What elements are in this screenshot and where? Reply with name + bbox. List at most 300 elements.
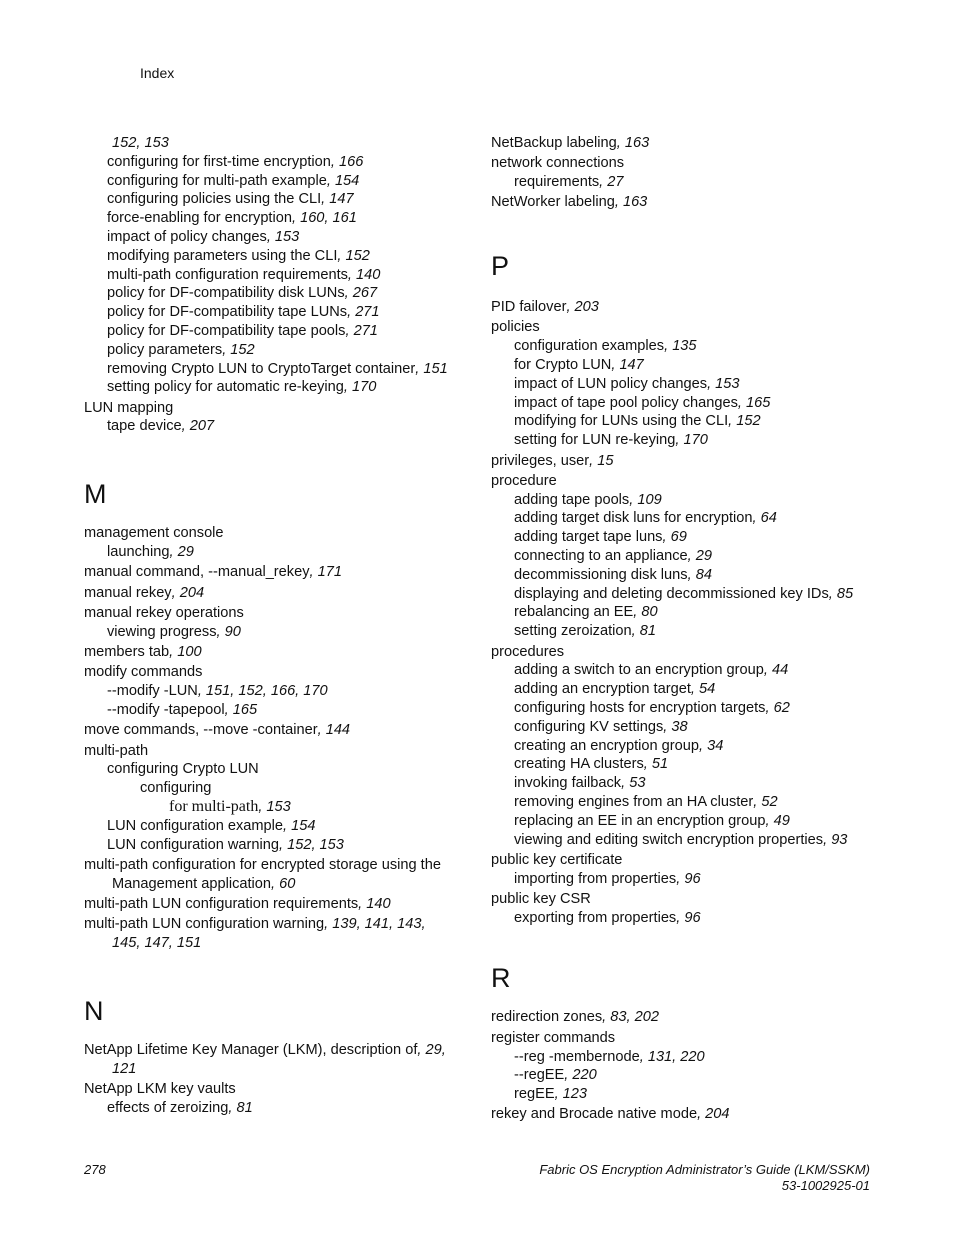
index-separator: , bbox=[828, 585, 837, 602]
index-separator: , bbox=[181, 418, 190, 435]
index-entry bbox=[491, 1085, 891, 1104]
index-term: manual command, --manual_rekey bbox=[84, 564, 310, 581]
index-term: NetApp Lifetime Key Manager (LKM), description of bbox=[84, 1041, 418, 1058]
index-separator: , bbox=[599, 174, 608, 191]
index-term: LUN mapping bbox=[84, 399, 174, 416]
index-term: creating an encryption group bbox=[514, 737, 699, 754]
index-separator: , bbox=[639, 1048, 648, 1065]
index-entry bbox=[84, 1099, 464, 1118]
index-separator: , bbox=[564, 1067, 573, 1084]
index-entry bbox=[84, 247, 464, 266]
index-entry bbox=[491, 375, 891, 394]
index-entry bbox=[84, 643, 464, 662]
index-page-ref[interactable]: 165 bbox=[746, 394, 771, 411]
index-term: adding target disk luns for encryption bbox=[514, 510, 753, 527]
index-entry bbox=[491, 793, 891, 812]
index-entry bbox=[491, 337, 891, 356]
index-term: modifying parameters using the CLI bbox=[107, 247, 338, 264]
index-entry bbox=[84, 563, 464, 582]
index-page-ref[interactable]: 170 bbox=[683, 432, 708, 449]
index-entry bbox=[84, 303, 464, 322]
index-entry bbox=[84, 836, 464, 855]
index-page-ref[interactable]: 51 bbox=[651, 756, 669, 773]
index-term: requirements bbox=[514, 174, 600, 191]
index-term: move commands, --move -container bbox=[84, 722, 318, 739]
index-page-ref[interactable]: 204 bbox=[179, 584, 205, 601]
index-term: multi-path bbox=[84, 742, 149, 759]
index-entry bbox=[84, 1080, 464, 1099]
index-page-ref[interactable]: 83, 202 bbox=[610, 1009, 659, 1026]
index-separator: , bbox=[224, 701, 233, 718]
index-page-ref[interactable]: 54 bbox=[698, 681, 716, 698]
index-entry bbox=[491, 1066, 891, 1085]
index-term: configuring KV settings bbox=[514, 718, 664, 735]
index-separator: , bbox=[317, 722, 326, 739]
index-entry bbox=[491, 890, 891, 909]
index-term: multi-path LUN configuration requirements bbox=[84, 895, 359, 912]
index-page-ref[interactable]: 62 bbox=[773, 699, 790, 716]
index-term: creating HA clusters bbox=[514, 756, 644, 773]
index-term: adding a switch to an encryption group bbox=[514, 662, 764, 679]
index-entry bbox=[84, 856, 464, 875]
index-page-ref[interactable]: 81 bbox=[236, 1099, 253, 1116]
index-entry bbox=[491, 154, 891, 173]
index-list-r bbox=[491, 1008, 891, 1124]
index-entry bbox=[84, 875, 464, 894]
index-entry bbox=[84, 543, 464, 562]
index-term: decommissioning disk luns bbox=[514, 566, 688, 583]
index-term: policy for DF-compatibility tape pools bbox=[107, 322, 346, 339]
index-term: launching bbox=[107, 544, 170, 561]
index-separator: , bbox=[324, 916, 333, 933]
index-term: management console bbox=[84, 525, 224, 542]
index-separator: , bbox=[728, 413, 737, 430]
index-entry bbox=[491, 412, 891, 431]
index-page-ref[interactable]: 163 bbox=[624, 135, 650, 151]
index-entry bbox=[84, 378, 464, 397]
index-separator: , bbox=[633, 604, 642, 621]
index-term: public key CSR bbox=[491, 890, 591, 907]
index-separator: , bbox=[258, 798, 267, 815]
index-page-ref[interactable]: 160, 161 bbox=[300, 210, 357, 227]
index-page-ref[interactable]: 93 bbox=[831, 831, 848, 848]
index-separator: , bbox=[347, 266, 357, 283]
index-entry bbox=[491, 547, 891, 566]
index-page-ref[interactable]: 267 bbox=[352, 285, 378, 302]
index-term: configuring bbox=[140, 780, 212, 797]
index-term: Management application bbox=[112, 875, 272, 892]
index-entry bbox=[491, 1029, 891, 1048]
index-entry bbox=[491, 472, 891, 491]
index-entry bbox=[84, 134, 464, 153]
index-page-ref[interactable]: 96 bbox=[684, 909, 701, 926]
index-separator: , bbox=[616, 135, 625, 151]
index-term: redirection zones bbox=[491, 1009, 603, 1026]
index-separator: , bbox=[358, 895, 367, 912]
index-entry bbox=[84, 817, 464, 836]
index-term: manual rekey bbox=[84, 584, 172, 601]
index-page-ref[interactable]: 145, 147, 151 bbox=[112, 934, 202, 951]
letter-heading-p: P bbox=[491, 251, 510, 282]
index-entry bbox=[84, 934, 464, 953]
index-separator: , bbox=[566, 299, 575, 316]
index-separator: , bbox=[687, 566, 696, 583]
index-separator: , bbox=[662, 529, 671, 546]
index-entry bbox=[491, 431, 891, 450]
index-entry bbox=[491, 909, 891, 928]
index-separator: , bbox=[343, 379, 352, 396]
index-page-ref[interactable]: 27 bbox=[607, 174, 624, 191]
index-separator: , bbox=[278, 836, 288, 853]
index-entry bbox=[84, 360, 464, 379]
index-term: setting policy for automatic re-keying bbox=[107, 379, 344, 396]
index-entry bbox=[491, 193, 891, 212]
index-entry bbox=[491, 774, 891, 793]
index-entry bbox=[84, 663, 464, 682]
index-entry bbox=[84, 1041, 464, 1060]
index-page-ref[interactable]: 29, bbox=[425, 1041, 446, 1058]
index-term: configuring policies using the CLI bbox=[107, 191, 322, 208]
index-entry bbox=[84, 798, 464, 817]
index-entry bbox=[491, 173, 891, 192]
index-term: NetWorker labeling bbox=[491, 194, 615, 211]
index-separator: , bbox=[664, 338, 673, 355]
index-separator: , bbox=[222, 341, 231, 358]
index-separator: , bbox=[823, 831, 832, 848]
index-separator: , bbox=[309, 564, 318, 581]
index-term: for multi-path bbox=[169, 797, 259, 815]
index-term: modifying for LUNs using the CLI bbox=[514, 413, 729, 430]
index-term: rebalancing an EE bbox=[514, 604, 634, 621]
index-term: replacing an EE in an encryption group bbox=[514, 812, 766, 829]
index-term: adding target tape luns bbox=[514, 529, 663, 546]
index-page-ref[interactable]: 220 bbox=[572, 1067, 597, 1084]
index-entry bbox=[491, 1048, 891, 1067]
index-entry bbox=[84, 209, 464, 228]
index-term: LUN configuration example bbox=[107, 817, 284, 834]
index-entry bbox=[84, 742, 464, 761]
index-page-ref[interactable]: 53 bbox=[629, 775, 646, 792]
index-term: manual rekey operations bbox=[84, 604, 244, 621]
index-term: setting for LUN re-keying bbox=[514, 432, 676, 449]
index-list-p bbox=[491, 298, 891, 927]
index-page-ref[interactable]: 154 bbox=[334, 172, 360, 189]
index-entry bbox=[491, 1008, 891, 1027]
letter-heading-m: M bbox=[84, 479, 107, 510]
index-entry bbox=[491, 851, 891, 870]
index-separator: , bbox=[765, 812, 774, 829]
index-entry bbox=[491, 737, 891, 756]
index-separator: , bbox=[417, 1041, 426, 1058]
index-entry bbox=[491, 680, 891, 699]
index-separator: , bbox=[228, 1099, 237, 1116]
index-term: policies bbox=[491, 319, 540, 336]
letter-heading-n: N bbox=[84, 995, 104, 1026]
index-separator: , bbox=[621, 775, 630, 792]
index-page-ref[interactable]: 135 bbox=[672, 338, 697, 355]
index-separator: , bbox=[763, 662, 772, 679]
index-entry bbox=[84, 915, 464, 934]
index-separator: , bbox=[345, 322, 354, 339]
index-page-ref[interactable]: 96 bbox=[684, 870, 701, 887]
index-term: configuring for first-time encryption bbox=[107, 153, 331, 170]
index-separator: , bbox=[554, 1086, 563, 1103]
index-list-n bbox=[84, 1041, 464, 1118]
index-page-ref[interactable]: 84 bbox=[695, 566, 712, 583]
index-entry bbox=[491, 643, 891, 662]
index-page-ref[interactable]: 207 bbox=[189, 418, 215, 435]
index-separator: , bbox=[171, 584, 180, 601]
index-page-ref[interactable]: 154 bbox=[291, 817, 316, 834]
index-column-right bbox=[491, 134, 891, 1124]
index-separator: , bbox=[330, 153, 339, 170]
index-separator: , bbox=[687, 548, 696, 565]
index-entry bbox=[84, 228, 464, 247]
index-separator: , bbox=[337, 247, 346, 264]
index-page-ref[interactable]: 152 bbox=[736, 413, 761, 430]
index-separator: , bbox=[347, 304, 356, 321]
index-entry bbox=[491, 718, 891, 737]
index-term: impact of tape pool policy changes bbox=[514, 394, 738, 411]
index-separator: , bbox=[629, 491, 638, 508]
index-separator: , bbox=[344, 285, 353, 302]
index-term: setting zeroization bbox=[514, 623, 632, 640]
index-page-ref[interactable]: 151 bbox=[423, 360, 448, 377]
index-page-ref[interactable]: 64 bbox=[760, 510, 777, 527]
index-entry bbox=[84, 341, 464, 360]
index-page-ref[interactable]: 170 bbox=[351, 379, 377, 396]
index-entry bbox=[491, 755, 891, 774]
index-entry bbox=[491, 356, 891, 375]
index-entry bbox=[84, 682, 464, 701]
index-separator: , bbox=[216, 623, 225, 640]
index-page-ref[interactable]: 152 bbox=[345, 247, 370, 264]
index-term: multi-path configuration requirements bbox=[107, 266, 348, 283]
index-page-ref[interactable]: 166 bbox=[338, 153, 364, 170]
index-entry bbox=[491, 528, 891, 547]
index-list-n-continued bbox=[491, 134, 891, 212]
index-page-ref[interactable]: 15 bbox=[597, 452, 614, 469]
index-term: configuring Crypto LUN bbox=[107, 761, 259, 778]
index-separator: , bbox=[698, 737, 708, 754]
index-entry bbox=[491, 585, 891, 604]
footer-doc-info bbox=[539, 1162, 870, 1193]
index-page-ref[interactable]: 131, 220 bbox=[647, 1048, 705, 1065]
index-term: for Crypto LUN bbox=[514, 357, 612, 374]
index-term: policy for DF-compatibility tape LUNs bbox=[107, 304, 348, 321]
index-entry bbox=[84, 760, 464, 779]
index-page-ref[interactable]: 151, 152, 166, 170 bbox=[205, 683, 328, 700]
index-entry bbox=[491, 699, 891, 718]
index-page-ref[interactable]: 147 bbox=[619, 357, 644, 374]
letter-heading-r: R bbox=[491, 963, 511, 994]
footer-doc-number: 53-1002925-01 bbox=[781, 1177, 870, 1193]
index-term: multi-path LUN configuration warning bbox=[84, 916, 325, 933]
index-separator: , bbox=[169, 644, 178, 661]
index-page-ref[interactable]: 52 bbox=[761, 793, 778, 810]
index-entry bbox=[84, 604, 464, 623]
index-term: --modify -tapepool bbox=[107, 701, 225, 718]
index-page-ref[interactable]: 29 bbox=[695, 548, 712, 565]
index-separator: , bbox=[271, 875, 280, 892]
index-term: importing from properties bbox=[514, 870, 677, 887]
index-page-ref[interactable]: 69 bbox=[670, 529, 687, 546]
index-page-ref[interactable]: 38 bbox=[671, 718, 688, 735]
index-entry bbox=[491, 452, 891, 471]
index-page-ref[interactable]: 153 bbox=[274, 228, 300, 245]
index-term: configuration examples bbox=[514, 338, 665, 355]
index-term: adding tape pools bbox=[514, 491, 630, 508]
index-entry bbox=[491, 603, 891, 622]
index-term: impact of LUN policy changes bbox=[514, 375, 708, 392]
index-separator: , bbox=[753, 793, 762, 810]
index-term: tape device bbox=[107, 418, 182, 435]
index-term: rekey and Brocade native mode bbox=[491, 1106, 698, 1123]
index-separator: , bbox=[663, 718, 672, 735]
index-list-l-continued bbox=[84, 134, 464, 436]
index-separator: , bbox=[291, 210, 301, 227]
index-page-ref[interactable]: 123 bbox=[562, 1086, 588, 1103]
index-separator: , bbox=[321, 191, 330, 208]
index-term: invoking failback bbox=[514, 775, 622, 792]
index-entry bbox=[84, 721, 464, 740]
index-term: --regEE bbox=[514, 1067, 565, 1084]
index-page-ref[interactable]: 153 bbox=[266, 798, 291, 815]
index-separator: , bbox=[643, 756, 652, 773]
index-entry bbox=[491, 812, 891, 831]
index-term: adding an encryption target bbox=[514, 681, 691, 698]
index-separator: , bbox=[765, 699, 774, 716]
index-term: register commands bbox=[491, 1029, 616, 1046]
index-page-ref[interactable]: 29 bbox=[177, 544, 194, 561]
index-term: policy for DF-compatibility disk LUNs bbox=[107, 285, 345, 302]
index-page-ref[interactable]: 140 bbox=[356, 266, 381, 283]
index-term: connecting to an appliance bbox=[514, 548, 688, 565]
index-separator: , bbox=[197, 683, 206, 700]
index-column-left bbox=[84, 134, 464, 1117]
index-term: procedure bbox=[491, 472, 557, 489]
index-page-ref[interactable]: 144 bbox=[325, 722, 351, 739]
index-page-ref[interactable]: 100 bbox=[177, 644, 202, 661]
index-separator: , bbox=[283, 817, 292, 834]
index-term: removing Crypto LUN to CryptoTarget container bbox=[107, 360, 416, 377]
index-term: public key certificate bbox=[491, 851, 623, 868]
index-entry bbox=[84, 399, 464, 418]
index-separator: , bbox=[675, 432, 684, 449]
index-page-ref[interactable]: 139, 141, 143, bbox=[332, 916, 426, 933]
index-page-ref[interactable]: 109 bbox=[637, 491, 662, 508]
index-entry bbox=[84, 524, 464, 543]
index-term: NetBackup labeling bbox=[491, 135, 617, 151]
index-page-ref[interactable]: 153 bbox=[715, 375, 740, 392]
index-entry bbox=[491, 661, 891, 680]
index-entry bbox=[84, 172, 464, 191]
index-term: NetApp LKM key vaults bbox=[84, 1080, 236, 1097]
index-term: viewing progress bbox=[107, 623, 217, 640]
index-separator: , bbox=[737, 394, 747, 411]
index-page-ref[interactable]: 152, 153 bbox=[112, 135, 169, 151]
index-page-ref[interactable]: 85 bbox=[836, 585, 854, 602]
index-entry bbox=[491, 394, 891, 413]
index-term: --reg -membernode bbox=[514, 1048, 640, 1065]
index-page-ref[interactable]: 44 bbox=[772, 662, 789, 679]
index-entry bbox=[84, 284, 464, 303]
index-page-ref[interactable]: 140 bbox=[366, 895, 391, 912]
index-page-ref[interactable]: 34 bbox=[707, 737, 724, 754]
index-term: regEE bbox=[514, 1086, 555, 1103]
index-entry bbox=[491, 622, 891, 641]
index-separator: , bbox=[589, 452, 598, 469]
index-page-ref[interactable]: 80 bbox=[641, 604, 658, 621]
index-page-ref[interactable]: 271 bbox=[353, 322, 378, 339]
index-term: viewing and editing switch encryption properties bbox=[514, 831, 824, 848]
index-term: configuring hosts for encryption targets bbox=[514, 699, 766, 716]
index-entry bbox=[84, 153, 464, 172]
index-page-ref[interactable]: 60 bbox=[279, 875, 296, 892]
index-term: policy parameters bbox=[107, 341, 223, 358]
index-page-ref[interactable]: 121 bbox=[112, 1060, 137, 1077]
index-entry bbox=[84, 322, 464, 341]
index-page-ref[interactable]: 171 bbox=[317, 564, 342, 581]
index-separator: , bbox=[690, 681, 699, 698]
index-term: modify commands bbox=[84, 664, 203, 681]
index-term: network connections bbox=[491, 155, 625, 172]
index-term: multi-path configuration for encrypted storage using the bbox=[84, 856, 441, 873]
index-entry bbox=[491, 491, 891, 510]
index-separator: , bbox=[614, 194, 623, 211]
index-separator: , bbox=[752, 510, 761, 527]
index-term: procedures bbox=[491, 643, 565, 660]
index-entry bbox=[491, 870, 891, 889]
index-entry bbox=[491, 298, 891, 317]
index-page-ref[interactable]: 147 bbox=[329, 191, 354, 208]
index-term: members tab bbox=[84, 644, 170, 661]
index-page-ref[interactable]: 81 bbox=[639, 623, 656, 640]
index-term: privileges, user bbox=[491, 452, 590, 469]
index-separator: , bbox=[169, 544, 178, 561]
running-header: Index bbox=[140, 65, 175, 81]
index-entry bbox=[84, 584, 464, 603]
index-page-ref[interactable]: 165 bbox=[232, 701, 258, 718]
index-separator: , bbox=[415, 360, 424, 377]
index-term: exporting from properties bbox=[514, 909, 677, 926]
footer-title: Fabric OS Encryption Administrator’s Guide (LKM/SSKM) bbox=[539, 1162, 870, 1177]
index-term: --modify -LUN bbox=[107, 683, 198, 700]
page-number: 278 bbox=[84, 1162, 106, 1177]
index-separator: , bbox=[697, 1106, 706, 1123]
index-entry bbox=[491, 509, 891, 528]
index-page-ref[interactable]: 271 bbox=[355, 304, 380, 321]
index-term: force-enabling for encryption bbox=[107, 210, 292, 227]
index-entry bbox=[84, 1060, 464, 1079]
index-separator: , bbox=[676, 909, 685, 926]
index-page-ref[interactable]: 49 bbox=[773, 812, 790, 829]
index-page-ref[interactable]: 152 bbox=[230, 341, 255, 358]
index-separator: , bbox=[611, 357, 620, 374]
index-page-ref[interactable]: 203 bbox=[574, 299, 599, 316]
index-page-ref[interactable]: 204 bbox=[705, 1106, 730, 1123]
index-page-ref[interactable]: 152, 153 bbox=[287, 836, 344, 853]
index-page-ref[interactable]: 90 bbox=[224, 623, 241, 640]
index-list-m bbox=[84, 524, 464, 953]
index-separator: , bbox=[266, 228, 275, 245]
index-entry bbox=[84, 895, 464, 914]
index-entry bbox=[491, 318, 891, 337]
index-term: impact of policy changes bbox=[107, 228, 267, 245]
index-page-ref[interactable]: 163 bbox=[622, 194, 648, 211]
index-entry bbox=[491, 831, 891, 850]
index-entry bbox=[491, 1105, 891, 1124]
